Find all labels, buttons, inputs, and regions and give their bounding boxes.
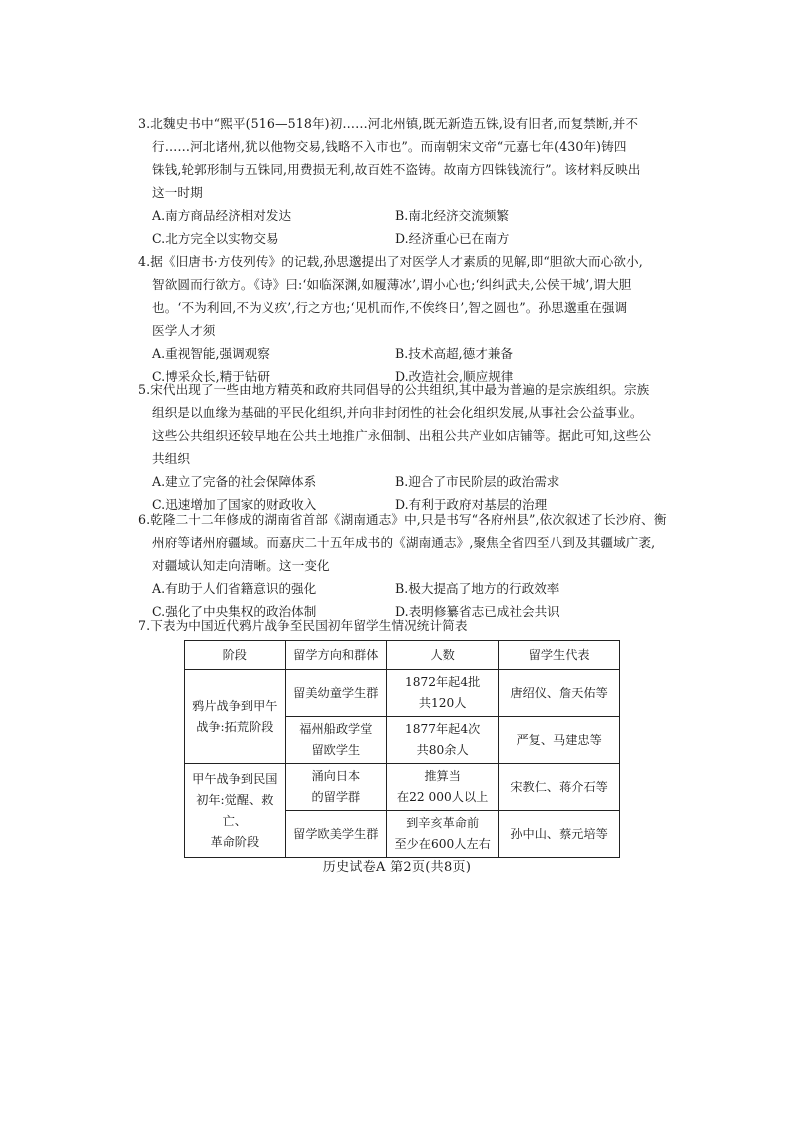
table-header-group: 留学方向和群体 xyxy=(285,641,386,670)
table-header-stage: 阶段 xyxy=(185,641,286,670)
question-5-options-row-1 xyxy=(138,470,673,493)
question-7 xyxy=(138,614,673,637)
question-6-line-3: 对疆域认知走向清晰。这一变化 xyxy=(152,558,330,573)
group-text-line: 涌向日本 xyxy=(311,769,361,783)
count-text-line: 共80余人 xyxy=(416,743,469,757)
question-4-option-a[interactable]: A.重视智能,强调观察 xyxy=(152,346,270,361)
table-header-reps: 留学生代表 xyxy=(499,641,620,670)
question-3-options-row-1 xyxy=(138,204,673,227)
count-text-line: 推算当 xyxy=(424,769,461,783)
count-text-line: 1872年起4批 xyxy=(404,675,481,689)
stage-cell xyxy=(185,670,286,764)
stage-text-line: 战争:拓荒阶段 xyxy=(196,719,274,734)
question-4-option-b[interactable]: B.技术高超,德才兼备 xyxy=(395,346,514,361)
table-header-count: 人数 xyxy=(387,641,499,670)
question-5-option-d[interactable]: D.有利于政府对基层的治理 xyxy=(395,497,548,512)
question-3-line-4: 这一时期 xyxy=(152,185,203,200)
question-5-option-b[interactable]: B.迎合了市民阶层的政治需求 xyxy=(395,474,560,489)
question-4-line-1: 4.据《旧唐书·方伎列传》的记载,孙思邈提出了对医学人才素质的见解,即“胆欲大而心欲小, xyxy=(138,254,643,269)
question-4-options-row-1 xyxy=(138,342,673,365)
group-text-line: 的留学群 xyxy=(311,790,361,804)
count-cell xyxy=(387,717,499,764)
question-5-line-2: 组织是以血缘为基础的平民化组织,并向非封闭性的社会化组织发展,从事社会公益事业。 xyxy=(152,405,643,420)
question-4-line-3: 也。‘不为利回,不为义疚’,行之方也;‘见机而作,不俟终日’,智之圆也”。孙思邈重在强调 xyxy=(152,300,628,315)
question-6-option-b[interactable]: B.极大提高了地方的行政效率 xyxy=(395,581,560,596)
question-6-option-a[interactable]: A.有助于人们省籍意识的强化 xyxy=(152,581,317,596)
stage-text-line: 甲午战争到民国 xyxy=(192,771,278,786)
reps-cell: 严复、马建忠等 xyxy=(499,717,620,764)
count-text-line: 共120人 xyxy=(418,696,467,710)
question-4-line-2: 智欲圆而行欲方。《诗》曰:‘如临深渊,如履薄冰’,谓小心也;‘纠纠武夫,公侯干城’,谓大胆 xyxy=(152,277,632,292)
stage-text-line: 鸦片战争到甲午 xyxy=(192,698,278,713)
count-text-line: 1877年起4次 xyxy=(404,722,481,736)
reps-cell: 宋教仁、蒋介石等 xyxy=(499,764,620,811)
count-text-line: 到辛亥革命前 xyxy=(406,816,480,830)
count-cell xyxy=(387,764,499,811)
stage-text-line: 革命阶段 xyxy=(210,834,260,849)
group-text-line: 留欧学生 xyxy=(311,743,361,757)
group-text-line: 留美幼童学生群 xyxy=(293,685,379,700)
page-footer: 历史试卷A 第2页(共8页) xyxy=(322,860,472,875)
question-3 xyxy=(138,112,673,250)
question-7-line-1: 7.下表为中国近代鸦片战争至民国初年留学生情况统计简表 xyxy=(138,618,468,633)
reps-cell: 孙中山、蔡元培等 xyxy=(499,811,620,858)
question-3-option-c[interactable]: C.北方完全以实物交易 xyxy=(152,231,279,246)
question-6-option-c[interactable]: C.强化了中央集权的政治体制 xyxy=(152,604,317,619)
question-3-options-row-2 xyxy=(138,227,673,250)
group-cell xyxy=(285,811,386,858)
question-6-line-1: 6.乾隆二十二年修成的湖南省首部《湖南通志》中,只是书写“各府州县”,依次叙述了长沙府、衡 xyxy=(138,512,667,527)
table-header-row xyxy=(185,641,620,670)
question-4-option-d[interactable]: D.改造社会,顺应规律 xyxy=(395,369,514,384)
question-3-option-b[interactable]: B.南北经济交流频繁 xyxy=(395,208,510,223)
count-text-line: 至少在600人左右 xyxy=(394,837,491,851)
question-5-line-3: 这些公共组织还较早地在公共土地推广永佃制、出租公共产业如店铺等。据此可知,这些公 xyxy=(152,428,652,443)
question-3-line-2: 行……河北诸州,犹以他物交易,钱略不入市也”。而南朝宋文帝“元嘉七年(430年)铸四 xyxy=(152,139,627,154)
question-3-line-1: 3.北魏史书中“熙平(516—518年)初……河北州镇,既无新造五铢,设有旧者,而复禁断,并不 xyxy=(138,116,639,131)
students-statistics-table xyxy=(184,640,620,858)
table-row xyxy=(185,764,620,811)
reps-cell: 唐绍仪、詹天佑等 xyxy=(499,670,620,717)
question-5-line-4: 共组织 xyxy=(152,451,191,466)
stage-cell xyxy=(185,764,286,858)
question-6-line-2: 州府等诸州府疆域。而嘉庆二十五年成书的《湖南通志》,聚焦全省四至八到及其疆域广袤, xyxy=(152,535,656,550)
group-cell xyxy=(285,717,386,764)
count-text-line: 在22 000人以上 xyxy=(396,790,489,804)
group-cell xyxy=(285,670,386,717)
count-cell xyxy=(387,811,499,858)
question-5 xyxy=(138,378,673,516)
question-4-line-4: 医学人才须 xyxy=(152,323,216,338)
question-6-options-row-1 xyxy=(138,577,673,600)
group-text-line: 留学欧美学生群 xyxy=(293,826,379,841)
group-text-line: 福州船政学堂 xyxy=(299,722,373,736)
count-cell xyxy=(387,670,499,717)
question-5-option-c[interactable]: C.迅速增加了国家的财政收入 xyxy=(152,497,317,512)
question-5-line-1: 5.宋代出现了一些由地方精英和政府共同倡导的公共组织,其中最为普遍的是宗族组织。宗族 xyxy=(138,382,650,397)
question-6-option-d[interactable]: D.表明修纂省志已成社会共识 xyxy=(395,604,560,619)
question-4 xyxy=(138,250,673,388)
table-row xyxy=(185,670,620,717)
group-cell xyxy=(285,764,386,811)
question-3-line-3: 铢钱,轮郭形制与五铢同,用费损无利,故百姓不盗铸。故南方四铢钱流行”。该材料反映出 xyxy=(152,162,641,177)
question-3-option-d[interactable]: D.经济重心已在南方 xyxy=(395,231,510,246)
question-6 xyxy=(138,508,673,623)
stage-text-line: 初年:觉醒、救亡、 xyxy=(196,792,274,828)
question-4-option-c[interactable]: C.博采众长,精于钻研 xyxy=(152,369,270,384)
question-3-option-a[interactable]: A.南方商品经济相对发达 xyxy=(152,208,292,223)
question-5-option-a[interactable]: A.建立了完备的社会保障体系 xyxy=(152,474,317,489)
